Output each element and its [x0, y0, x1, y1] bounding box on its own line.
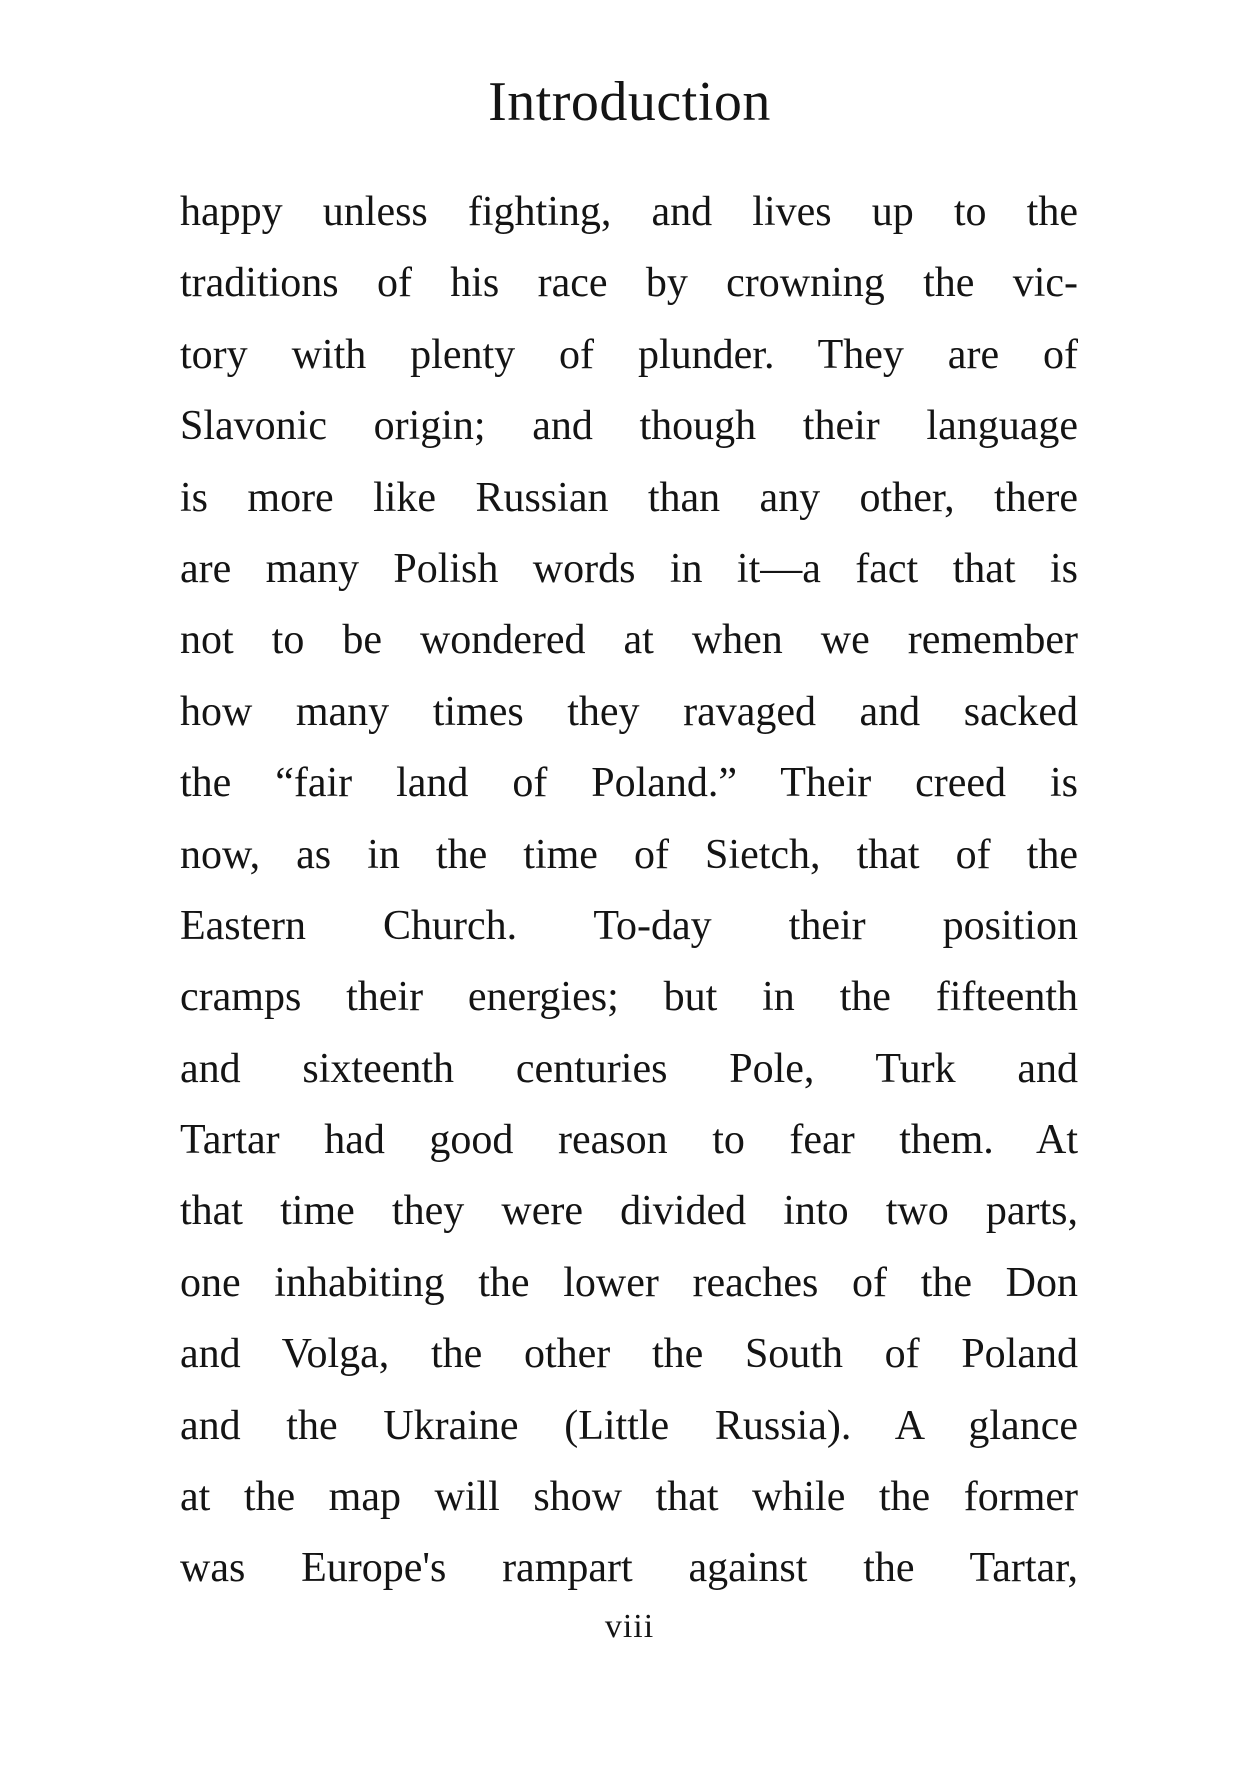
text-line: the “fair land of Poland.” Their creed is	[180, 760, 1078, 807]
text-line: at the map will show that while the former	[180, 1474, 1078, 1521]
text-line: not to be wondered at when we remember	[180, 617, 1078, 664]
text-line: was Europe's rampart against the Tartar,	[180, 1545, 1078, 1592]
text-line: cramps their energies; but in the fifteenth	[180, 974, 1078, 1021]
text-line: now, as in the time of Sietch, that of the	[180, 831, 1078, 878]
text-line: and Volga, the other the South of Poland	[180, 1331, 1078, 1378]
body-text	[180, 177, 1078, 1605]
text-line: that time they were divided into two parts,	[180, 1188, 1078, 1235]
text-line: how many times they ravaged and sacked	[180, 688, 1078, 735]
text-line: and sixteenth centuries Pole, Turk and	[180, 1045, 1078, 1092]
text-line: Eastern Church. To-day their position	[180, 902, 1078, 949]
text-line: tory with plenty of plunder. They are of	[180, 331, 1078, 378]
text-line: Slavonic origin; and though their language	[180, 403, 1078, 450]
text-line: traditions of his race by crowning the vic-	[180, 260, 1078, 307]
text-line: happy unless fighting, and lives up to the	[180, 189, 1078, 235]
page-number: viii	[604, 1608, 655, 1645]
running-head: Introduction	[488, 71, 771, 133]
text-line: Tartar had good reason to fear them. At	[180, 1117, 1078, 1164]
text-line: is more like Russian than any other, there	[180, 474, 1078, 521]
text-line: and the Ukraine (Little Russia). A glance	[180, 1402, 1078, 1449]
text-line: one inhabiting the lower reaches of the Don	[180, 1259, 1078, 1306]
text-line: are many Polish words in it—a fact that is	[180, 545, 1078, 592]
